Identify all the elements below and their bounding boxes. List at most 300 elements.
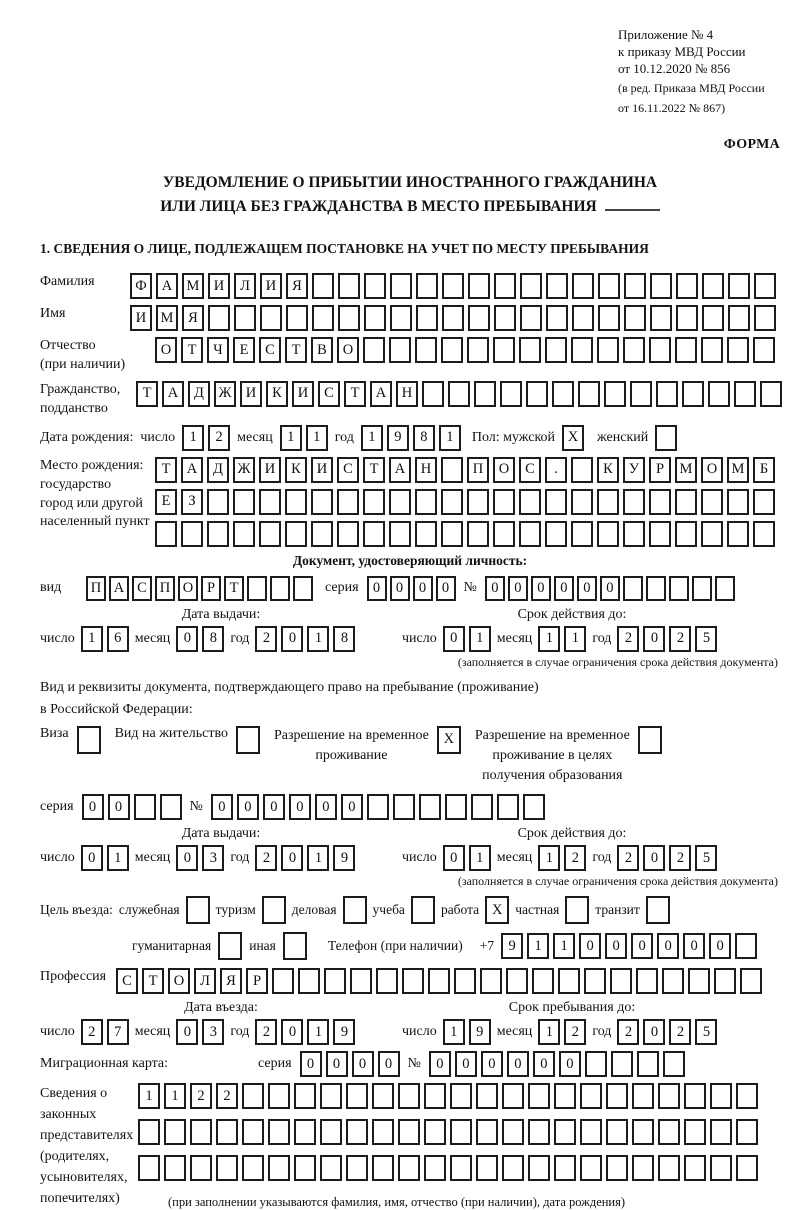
birthplace-cell[interactable] (727, 489, 749, 515)
residence-number-cell[interactable] (367, 794, 389, 820)
representative-cell[interactable] (242, 1119, 264, 1145)
residence-series-cell[interactable]: 0 (82, 794, 104, 820)
citizenship-cell[interactable]: Ж (214, 381, 236, 407)
profession-cell[interactable] (324, 968, 346, 994)
birthplace-cell[interactable] (727, 521, 749, 547)
purpose-study-checkbox[interactable] (411, 896, 435, 924)
birthplace-cell[interactable]: А (181, 457, 203, 483)
birthplace-cell[interactable] (649, 489, 671, 515)
firstname-cell[interactable] (468, 305, 490, 331)
surname-cell[interactable] (754, 273, 776, 299)
profession-cell[interactable] (662, 968, 684, 994)
patronymic-cell[interactable] (545, 337, 567, 363)
patronymic-cell[interactable] (753, 337, 775, 363)
patronymic-cell[interactable] (727, 337, 749, 363)
firstname-cell[interactable] (312, 305, 334, 331)
representative-cell[interactable] (216, 1119, 238, 1145)
birthplace-cell[interactable] (311, 521, 333, 547)
temp-residence-education-checkbox[interactable] (638, 726, 662, 754)
residence-series-cell[interactable] (160, 794, 182, 820)
profession-cell[interactable]: Т (142, 968, 164, 994)
birthplace-cell[interactable]: О (701, 457, 723, 483)
migration-number-cell[interactable] (611, 1051, 633, 1077)
migration-number-cell[interactable]: 0 (481, 1051, 503, 1077)
representative-cell[interactable] (372, 1119, 394, 1145)
migration-number-cell[interactable]: 0 (533, 1051, 555, 1077)
surname-cell[interactable] (416, 273, 438, 299)
profession-cell[interactable]: Р (246, 968, 268, 994)
surname-cell[interactable]: Л (234, 273, 256, 299)
birthplace-cell[interactable]: С (337, 457, 359, 483)
birthplace-cell[interactable]: Ж (233, 457, 255, 483)
representative-cell[interactable] (372, 1155, 394, 1181)
entry-year-cell[interactable]: 9 (333, 1019, 355, 1045)
birthplace-cell[interactable] (363, 489, 385, 515)
valid-month-cell[interactable]: 1 (538, 845, 560, 871)
firstname-cell[interactable]: М (156, 305, 178, 331)
birthplace-cell[interactable] (597, 521, 619, 547)
residence-number-cell[interactable] (523, 794, 545, 820)
birthplace-cell[interactable]: М (675, 457, 697, 483)
migration-number-cell[interactable]: 0 (455, 1051, 477, 1077)
profession-cell[interactable] (350, 968, 372, 994)
representative-cell[interactable] (736, 1083, 758, 1109)
firstname-cell[interactable] (624, 305, 646, 331)
purpose-tourism-checkbox[interactable] (262, 896, 286, 924)
patronymic-cell[interactable]: С (259, 337, 281, 363)
representative-cell[interactable] (346, 1083, 368, 1109)
representative-cell[interactable] (476, 1083, 498, 1109)
profession-cell[interactable]: О (168, 968, 190, 994)
valid-day-cell[interactable]: 1 (469, 626, 491, 652)
birthplace-cell[interactable] (675, 489, 697, 515)
purpose-humanitarian-checkbox[interactable] (218, 932, 242, 960)
residence-series-cell[interactable] (134, 794, 156, 820)
temp-residence-checkbox[interactable]: X (437, 726, 461, 754)
purpose-work-checkbox[interactable]: X (485, 896, 509, 924)
firstname-cell[interactable] (702, 305, 724, 331)
issue-day-cell[interactable]: 1 (107, 845, 129, 871)
doc-kind-cell[interactable] (293, 576, 313, 601)
birthplace-cell[interactable] (753, 489, 775, 515)
representative-cell[interactable] (684, 1083, 706, 1109)
purpose-official-checkbox[interactable] (186, 896, 210, 924)
surname-cell[interactable] (624, 273, 646, 299)
surname-cell[interactable]: А (156, 273, 178, 299)
patronymic-cell[interactable]: О (337, 337, 359, 363)
birthplace-cell[interactable] (597, 489, 619, 515)
surname-cell[interactable] (572, 273, 594, 299)
phone-digit-cell[interactable]: 0 (631, 933, 653, 959)
birthplace-cell[interactable] (259, 521, 281, 547)
representative-cell[interactable] (580, 1083, 602, 1109)
patronymic-cell[interactable] (389, 337, 411, 363)
doc-kind-cell[interactable]: А (109, 576, 129, 601)
representative-cell[interactable] (502, 1083, 524, 1109)
representative-cell[interactable] (554, 1155, 576, 1181)
issue-year-cell[interactable]: 8 (333, 626, 355, 652)
firstname-cell[interactable] (728, 305, 750, 331)
firstname-cell[interactable]: Я (182, 305, 204, 331)
representative-cell[interactable] (658, 1083, 680, 1109)
representative-cell[interactable] (450, 1119, 472, 1145)
stay-year-cell[interactable]: 2 (617, 1019, 639, 1045)
citizenship-cell[interactable] (656, 381, 678, 407)
profession-cell[interactable] (558, 968, 580, 994)
birthplace-cell[interactable]: А (389, 457, 411, 483)
firstname-cell[interactable] (754, 305, 776, 331)
profession-cell[interactable] (402, 968, 424, 994)
profession-cell[interactable] (454, 968, 476, 994)
patronymic-cell[interactable] (675, 337, 697, 363)
valid-day-cell[interactable]: 0 (443, 626, 465, 652)
representative-cell[interactable]: 2 (216, 1083, 238, 1109)
residence-series-cell[interactable]: 0 (108, 794, 130, 820)
valid-month-cell[interactable]: 1 (538, 626, 560, 652)
surname-cell[interactable] (546, 273, 568, 299)
representative-cell[interactable] (580, 1119, 602, 1145)
patronymic-cell[interactable]: О (155, 337, 177, 363)
phone-digit-cell[interactable]: 1 (553, 933, 575, 959)
birthplace-cell[interactable]: . (545, 457, 567, 483)
citizenship-cell[interactable]: И (292, 381, 314, 407)
valid-year-cell[interactable]: 2 (617, 626, 639, 652)
doc-number-cell[interactable] (669, 576, 689, 601)
citizenship-cell[interactable]: К (266, 381, 288, 407)
stay-year-cell[interactable]: 5 (695, 1019, 717, 1045)
citizenship-cell[interactable]: Т (344, 381, 366, 407)
representative-cell[interactable] (710, 1155, 732, 1181)
residence-number-cell[interactable]: 0 (237, 794, 259, 820)
firstname-cell[interactable]: И (130, 305, 152, 331)
doc-number-cell[interactable]: 0 (600, 576, 620, 601)
doc-number-cell[interactable] (623, 576, 643, 601)
profession-cell[interactable] (272, 968, 294, 994)
representative-cell[interactable] (242, 1155, 264, 1181)
representative-cell[interactable] (502, 1119, 524, 1145)
representative-cell[interactable] (424, 1155, 446, 1181)
residence-number-cell[interactable] (497, 794, 519, 820)
surname-cell[interactable] (364, 273, 386, 299)
birthplace-cell[interactable] (337, 489, 359, 515)
birthplace-cell[interactable] (441, 457, 463, 483)
firstname-cell[interactable] (416, 305, 438, 331)
firstname-cell[interactable] (650, 305, 672, 331)
birth-year-cell[interactable]: 1 (439, 425, 461, 451)
birth-month-cell[interactable]: 1 (306, 425, 328, 451)
residence-number-cell[interactable]: 0 (211, 794, 233, 820)
birthplace-cell[interactable] (493, 521, 515, 547)
issue-month-cell[interactable]: 0 (176, 626, 198, 652)
citizenship-cell[interactable] (526, 381, 548, 407)
patronymic-cell[interactable]: Т (181, 337, 203, 363)
birthplace-cell[interactable] (415, 521, 437, 547)
issue-year-cell[interactable]: 1 (307, 845, 329, 871)
doc-number-cell[interactable]: 0 (554, 576, 574, 601)
birthplace-cell[interactable]: У (623, 457, 645, 483)
issue-day-cell[interactable]: 0 (81, 845, 103, 871)
birthplace-cell[interactable] (675, 521, 697, 547)
patronymic-cell[interactable] (415, 337, 437, 363)
doc-kind-cell[interactable]: С (132, 576, 152, 601)
citizenship-cell[interactable]: Т (136, 381, 158, 407)
birthplace-cell[interactable] (389, 521, 411, 547)
birthplace-cell[interactable] (259, 489, 281, 515)
birthplace-cell[interactable] (337, 521, 359, 547)
valid-year-cell[interactable]: 0 (643, 845, 665, 871)
entry-day-cell[interactable]: 2 (81, 1019, 103, 1045)
birthplace-cell[interactable] (493, 489, 515, 515)
migration-series-cell[interactable]: 0 (378, 1051, 400, 1077)
birthplace-cell[interactable]: З (181, 489, 203, 515)
profession-cell[interactable] (480, 968, 502, 994)
representative-cell[interactable] (632, 1083, 654, 1109)
purpose-business-checkbox[interactable] (343, 896, 367, 924)
representative-cell[interactable] (268, 1083, 290, 1109)
doc-series-cell[interactable]: 0 (390, 576, 410, 601)
representative-cell[interactable] (346, 1155, 368, 1181)
firstname-cell[interactable] (234, 305, 256, 331)
birthplace-cell[interactable] (155, 521, 177, 547)
issue-year-cell[interactable]: 2 (255, 845, 277, 871)
citizenship-cell[interactable]: Н (396, 381, 418, 407)
doc-series-cell[interactable]: 0 (413, 576, 433, 601)
issue-year-cell[interactable]: 0 (281, 845, 303, 871)
birthplace-cell[interactable]: С (519, 457, 541, 483)
phone-digit-cell[interactable]: 1 (527, 933, 549, 959)
profession-cell[interactable] (376, 968, 398, 994)
birthplace-cell[interactable] (441, 521, 463, 547)
surname-cell[interactable] (702, 273, 724, 299)
representative-cell[interactable] (606, 1119, 628, 1145)
valid-year-cell[interactable]: 0 (643, 626, 665, 652)
migration-number-cell[interactable] (585, 1051, 607, 1077)
entry-day-cell[interactable]: 7 (107, 1019, 129, 1045)
citizenship-cell[interactable] (682, 381, 704, 407)
citizenship-cell[interactable]: А (162, 381, 184, 407)
phone-digit-cell[interactable]: 0 (709, 933, 731, 959)
issue-year-cell[interactable]: 0 (281, 626, 303, 652)
representative-cell[interactable] (294, 1119, 316, 1145)
entry-month-cell[interactable]: 3 (202, 1019, 224, 1045)
representative-cell[interactable] (424, 1083, 446, 1109)
representative-cell[interactable] (658, 1119, 680, 1145)
citizenship-cell[interactable] (422, 381, 444, 407)
migration-number-cell[interactable] (663, 1051, 685, 1077)
surname-cell[interactable] (338, 273, 360, 299)
firstname-cell[interactable] (442, 305, 464, 331)
residence-number-cell[interactable]: 0 (341, 794, 363, 820)
representative-cell[interactable] (632, 1155, 654, 1181)
valid-year-cell[interactable]: 2 (617, 845, 639, 871)
firstname-cell[interactable] (286, 305, 308, 331)
birthplace-cell[interactable] (467, 489, 489, 515)
citizenship-cell[interactable] (474, 381, 496, 407)
birthplace-cell[interactable]: Б (753, 457, 775, 483)
issue-year-cell[interactable]: 1 (307, 626, 329, 652)
birthplace-cell[interactable]: Н (415, 457, 437, 483)
representative-cell[interactable] (736, 1119, 758, 1145)
valid-month-cell[interactable]: 1 (564, 626, 586, 652)
firstname-cell[interactable] (598, 305, 620, 331)
birthplace-cell[interactable] (571, 489, 593, 515)
birthplace-cell[interactable] (649, 521, 671, 547)
surname-cell[interactable] (676, 273, 698, 299)
firstname-cell[interactable] (494, 305, 516, 331)
firstname-cell[interactable] (208, 305, 230, 331)
stay-month-cell[interactable]: 1 (538, 1019, 560, 1045)
representative-cell[interactable] (658, 1155, 680, 1181)
valid-month-cell[interactable]: 2 (564, 845, 586, 871)
profession-cell[interactable]: С (116, 968, 138, 994)
doc-number-cell[interactable] (692, 576, 712, 601)
surname-cell[interactable]: И (208, 273, 230, 299)
doc-number-cell[interactable]: 0 (577, 576, 597, 601)
migration-number-cell[interactable]: 0 (559, 1051, 581, 1077)
surname-cell[interactable] (468, 273, 490, 299)
birth-year-cell[interactable]: 8 (413, 425, 435, 451)
representative-cell[interactable] (398, 1119, 420, 1145)
issue-year-cell[interactable]: 2 (255, 626, 277, 652)
patronymic-cell[interactable] (519, 337, 541, 363)
birthplace-cell[interactable] (311, 489, 333, 515)
residence-number-cell[interactable]: 0 (263, 794, 285, 820)
representative-cell[interactable]: 2 (190, 1083, 212, 1109)
birth-day-cell[interactable]: 2 (208, 425, 230, 451)
surname-cell[interactable] (312, 273, 334, 299)
birthplace-cell[interactable]: Т (363, 457, 385, 483)
birthplace-cell[interactable] (467, 521, 489, 547)
patronymic-cell[interactable]: В (311, 337, 333, 363)
birthplace-cell[interactable]: Е (155, 489, 177, 515)
phone-digit-cell[interactable] (735, 933, 757, 959)
issue-month-cell[interactable]: 0 (176, 845, 198, 871)
firstname-cell[interactable] (546, 305, 568, 331)
profession-cell[interactable] (740, 968, 762, 994)
stay-day-cell[interactable]: 9 (469, 1019, 491, 1045)
doc-kind-cell[interactable]: Т (224, 576, 244, 601)
purpose-private-checkbox[interactable] (565, 896, 589, 924)
representative-cell[interactable] (554, 1083, 576, 1109)
migration-number-cell[interactable]: 0 (507, 1051, 529, 1077)
profession-cell[interactable] (688, 968, 710, 994)
birthplace-cell[interactable] (701, 521, 723, 547)
issue-month-cell[interactable]: 8 (202, 626, 224, 652)
phone-digit-cell[interactable]: 0 (605, 933, 627, 959)
birthplace-cell[interactable] (519, 521, 541, 547)
profession-cell[interactable]: Л (194, 968, 216, 994)
entry-year-cell[interactable]: 1 (307, 1019, 329, 1045)
representative-cell[interactable] (710, 1083, 732, 1109)
birthplace-cell[interactable] (285, 521, 307, 547)
valid-year-cell[interactable]: 5 (695, 626, 717, 652)
representative-cell[interactable] (138, 1119, 160, 1145)
residence-number-cell[interactable] (471, 794, 493, 820)
valid-year-cell[interactable]: 2 (669, 845, 691, 871)
surname-cell[interactable]: И (260, 273, 282, 299)
citizenship-cell[interactable]: А (370, 381, 392, 407)
residence-permit-checkbox[interactable] (236, 726, 260, 754)
migration-series-cell[interactable]: 0 (352, 1051, 374, 1077)
valid-year-cell[interactable]: 5 (695, 845, 717, 871)
purpose-transit-checkbox[interactable] (646, 896, 670, 924)
stay-month-cell[interactable]: 2 (564, 1019, 586, 1045)
profession-cell[interactable] (298, 968, 320, 994)
patronymic-cell[interactable] (649, 337, 671, 363)
representative-cell[interactable] (528, 1155, 550, 1181)
citizenship-cell[interactable] (708, 381, 730, 407)
birthplace-cell[interactable]: М (727, 457, 749, 483)
birthplace-cell[interactable] (519, 489, 541, 515)
representative-cell[interactable] (398, 1155, 420, 1181)
birthplace-cell[interactable] (571, 457, 593, 483)
birthplace-cell[interactable]: О (493, 457, 515, 483)
patronymic-cell[interactable] (571, 337, 593, 363)
profession-cell[interactable] (506, 968, 528, 994)
profession-cell[interactable] (428, 968, 450, 994)
representative-cell[interactable] (450, 1083, 472, 1109)
profession-cell[interactable] (584, 968, 606, 994)
profession-cell[interactable] (636, 968, 658, 994)
representative-cell[interactable] (294, 1155, 316, 1181)
representative-cell[interactable] (606, 1155, 628, 1181)
birthplace-cell[interactable] (415, 489, 437, 515)
doc-kind-cell[interactable] (270, 576, 290, 601)
firstname-cell[interactable] (338, 305, 360, 331)
surname-cell[interactable] (494, 273, 516, 299)
firstname-cell[interactable] (572, 305, 594, 331)
birth-year-cell[interactable]: 1 (361, 425, 383, 451)
residence-number-cell[interactable] (393, 794, 415, 820)
residence-number-cell[interactable] (445, 794, 467, 820)
representative-cell[interactable] (684, 1119, 706, 1145)
citizenship-cell[interactable] (734, 381, 756, 407)
representative-cell[interactable] (190, 1119, 212, 1145)
birthplace-cell[interactable]: И (259, 457, 281, 483)
representative-cell[interactable] (476, 1119, 498, 1145)
representative-cell[interactable] (294, 1083, 316, 1109)
doc-kind-cell[interactable]: П (86, 576, 106, 601)
representative-cell[interactable] (736, 1155, 758, 1181)
migration-series-cell[interactable]: 0 (300, 1051, 322, 1077)
birthplace-cell[interactable]: Д (207, 457, 229, 483)
migration-number-cell[interactable] (637, 1051, 659, 1077)
phone-digit-cell[interactable]: 9 (501, 933, 523, 959)
profession-cell[interactable] (532, 968, 554, 994)
representative-cell[interactable]: 1 (164, 1083, 186, 1109)
birth-day-cell[interactable]: 1 (182, 425, 204, 451)
doc-kind-cell[interactable]: О (178, 576, 198, 601)
birthplace-cell[interactable] (623, 521, 645, 547)
representative-cell[interactable] (320, 1083, 342, 1109)
representative-cell[interactable]: 1 (138, 1083, 160, 1109)
birthplace-cell[interactable] (701, 489, 723, 515)
surname-cell[interactable] (390, 273, 412, 299)
citizenship-cell[interactable] (604, 381, 626, 407)
representative-cell[interactable] (528, 1119, 550, 1145)
phone-digit-cell[interactable]: 0 (683, 933, 705, 959)
doc-number-cell[interactable] (646, 576, 666, 601)
surname-cell[interactable] (728, 273, 750, 299)
surname-cell[interactable]: М (182, 273, 204, 299)
birthplace-cell[interactable] (389, 489, 411, 515)
firstname-cell[interactable] (364, 305, 386, 331)
issue-day-cell[interactable]: 1 (81, 626, 103, 652)
profession-cell[interactable]: Я (220, 968, 242, 994)
representative-cell[interactable] (632, 1119, 654, 1145)
citizenship-cell[interactable] (578, 381, 600, 407)
visa-checkbox[interactable] (77, 726, 101, 754)
